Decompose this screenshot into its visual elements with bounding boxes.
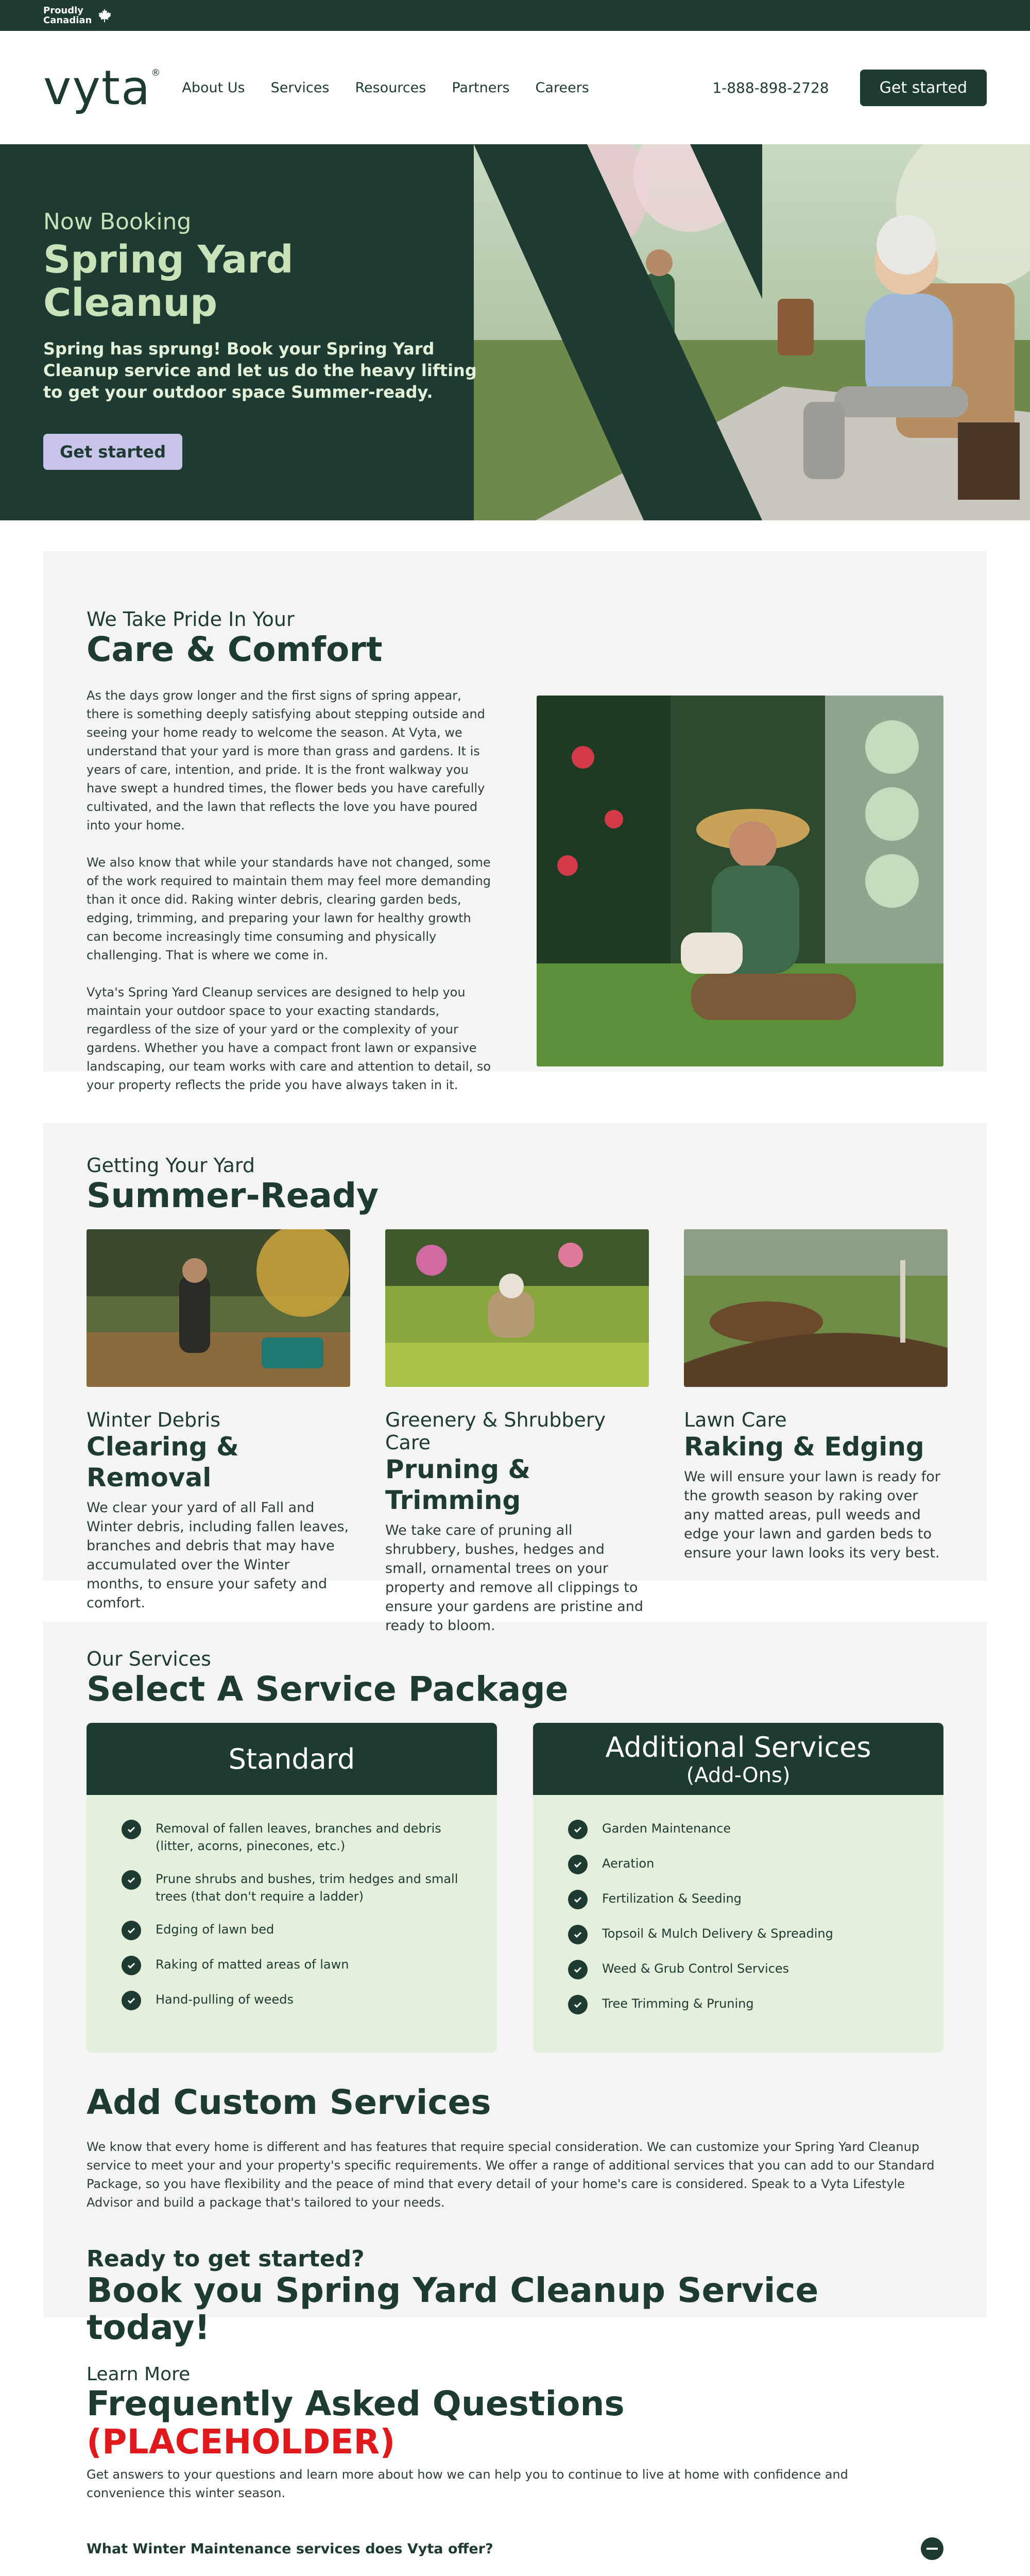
hero-subtitle: Spring has sprung! Book your Spring Yard Cleanup service and let us do the heavy lifting to get your outdoor space Summer-ready. <box>43 339 477 402</box>
hero-get-started-button[interactable]: Get started <box>43 434 182 470</box>
checkmark-icon <box>568 1995 588 2014</box>
faq-title: Frequently Asked Questions (PLACEHOLDER) <box>87 2384 625 2462</box>
package-item-label: Tree Trimming & Pruning <box>602 1996 754 2011</box>
card-title: Raking & Edging <box>684 1432 924 1462</box>
canada-line2: Canadian <box>43 15 92 26</box>
package-item <box>568 1995 908 2014</box>
faq-section <box>0 2317 1030 2576</box>
packages-kicker: Our Services <box>87 1648 211 1670</box>
nav-partners[interactable]: Partners <box>452 79 510 96</box>
service-card-pruning <box>385 1229 649 1635</box>
pride-title: Care & Comfort <box>87 630 383 669</box>
card-title: Pruning & Trimming <box>385 1454 531 1515</box>
hero-kicker: Now Booking <box>43 209 192 235</box>
standard-package-card <box>87 1723 497 2053</box>
package-item <box>568 1820 908 1839</box>
photo-woman-gardening <box>537 696 943 1066</box>
checkmark-icon <box>122 1991 141 2010</box>
package-item-label: Prune shrubs and bushes, trim hedges and small trees (that don't require a ladder) <box>156 1872 458 1904</box>
package-item-label: Hand-pulling of weeds <box>156 1992 294 2007</box>
service-card-clearing <box>87 1229 350 1635</box>
ready-kicker: Ready to get started? <box>87 2246 365 2272</box>
header-get-started-button[interactable]: Get started <box>860 70 987 106</box>
top-strip <box>0 0 1030 31</box>
vyta-logo[interactable]: vyta ® <box>43 60 162 115</box>
header-phone-link[interactable]: 1-888-898-2728 <box>712 79 829 96</box>
checkmark-icon <box>568 1855 588 1874</box>
faq-placeholder-label: (PLACEHOLDER) <box>87 2422 396 2462</box>
package-item <box>568 1925 908 1944</box>
package-item <box>122 1820 462 1855</box>
package-item-label: Garden Maintenance <box>602 1821 731 1836</box>
hero-photo-senior-in-garden <box>474 144 1030 520</box>
summer-title: Summer-Ready <box>87 1176 379 1215</box>
service-packages-section <box>43 1622 987 2347</box>
checkmark-icon <box>122 1820 141 1839</box>
standard-package-list <box>87 1795 497 2050</box>
package-item-label: Weed & Grub Control Services <box>602 1961 789 1976</box>
faq-question-toggle[interactable]: What Winter Maintenance services does Vyta offer? <box>87 2537 943 2560</box>
package-item-label: Topsoil & Mulch Delivery & Spreading <box>602 1926 833 1941</box>
proudly-canadian-badge <box>43 6 112 25</box>
photo-pruning-shrubs <box>385 1229 649 1387</box>
site-header <box>0 31 1030 144</box>
faq-kicker: Learn More <box>87 2364 191 2385</box>
pride-paragraph: We also know that while your standards have not changed, some of the work required to maintain them may feel more demanding than it once did. Raking winter debris, clearing garden beds, edging, trimming, and preparing your lawn for healthy growth can become increasingly time consuming and physically challenging. That is where we come in. <box>87 855 491 962</box>
packages-title: Select A Service Package <box>87 1669 569 1709</box>
package-item <box>122 1921 462 1940</box>
package-item <box>568 1855 908 1874</box>
photo-lawn-edging <box>684 1229 948 1387</box>
package-item-label: Edging of lawn bed <box>156 1922 274 1937</box>
additional-services-title: Additional Services (Add-Ons) <box>533 1723 943 1795</box>
package-item <box>122 1956 462 1975</box>
card-text: We clear your yard of all Fall and Winter debris, including fallen leaves, branches and debris that may have accumulated over the Winter months, to ensure your safety and comfort. <box>87 1500 349 1611</box>
summer-kicker: Getting Your Yard <box>87 1154 255 1177</box>
hero-banner <box>0 144 1030 520</box>
package-item <box>568 1890 908 1909</box>
additional-services-list <box>533 1795 943 2053</box>
canada-line1: Proudly <box>43 5 84 16</box>
ready-title: Book you Spring Yard Cleanup Service today! <box>87 2270 819 2347</box>
checkmark-icon <box>568 1960 588 1979</box>
package-item-label: Aeration <box>602 1856 655 1871</box>
checkmark-icon <box>122 1921 141 1940</box>
custom-services-text: We know that every home is different and has features that require special consideration. We can customize your Spring Yard Cleanup service to meet your and your property's specific requirements. We offer a range of additional services that you can add to our Standard Package, so you have flexibility and the peace of mind that every detail of your home's care is considered. Speak to a Vyta Lifestyle Advisor and build a package that's tailored to your needs. <box>87 2140 935 2210</box>
pride-kicker: We Take Pride In Your <box>87 608 295 631</box>
package-item <box>122 1991 462 2010</box>
checkmark-icon <box>568 1890 588 1909</box>
nav-resources[interactable]: Resources <box>355 79 426 96</box>
card-text: We will ensure your lawn is ready for the growth season by raking over any matted areas, pull weeds and edge your lawn and garden beds to ensure your lawn looks its very best. <box>684 1469 940 1561</box>
checkmark-icon <box>122 1956 141 1975</box>
collapse-minus-icon[interactable] <box>921 2537 943 2560</box>
card-text: We take care of pruning all shrubbery, bushes, hedges and small, ornamental trees on your property and remove all clippings to ensure your gardens are pristine and ready to bloom. <box>385 1522 643 1634</box>
hero-title: Spring Yard Cleanup <box>43 238 294 325</box>
standard-package-title: Standard <box>87 1723 497 1795</box>
nav-services[interactable]: Services <box>270 79 330 96</box>
maple-leaf-icon <box>97 8 112 23</box>
photo-leaf-blowing <box>87 1229 350 1387</box>
nav-about-us[interactable]: About Us <box>182 79 245 96</box>
card-title: Clearing & Removal <box>87 1432 239 1493</box>
checkmark-icon <box>568 1925 588 1944</box>
checkmark-icon <box>122 1870 141 1890</box>
package-item <box>568 1960 908 1979</box>
summer-ready-section <box>43 1123 987 1634</box>
package-item-label: Raking of matted areas of lawn <box>156 1957 349 1972</box>
main-nav <box>182 80 589 96</box>
faq-item-open <box>87 2520 943 2576</box>
package-item-label: Removal of fallen leaves, branches and debris (litter, acorns, pinecones, etc.) <box>156 1821 441 1853</box>
checkmark-icon <box>568 1820 588 1839</box>
card-kicker: Winter Debris <box>87 1409 221 1431</box>
package-item-label: Fertilization & Seeding <box>602 1891 742 1906</box>
additional-services-card <box>533 1723 943 2053</box>
custom-services-title: Add Custom Services <box>87 2082 491 2122</box>
pride-section <box>43 551 987 1092</box>
card-kicker: Lawn Care <box>684 1409 787 1431</box>
nav-careers[interactable]: Careers <box>535 79 589 96</box>
package-item <box>122 1870 462 1905</box>
card-kicker: Greenery & Shrubbery Care <box>385 1409 606 1454</box>
service-card-raking <box>684 1229 948 1635</box>
pride-paragraph: As the days grow longer and the first signs of spring appear, there is something deeply satisfying about stepping outside and seeing your home ready to welcome the season. At Vyta, we understand that your yard is more than grass and gardens. It is years of care, intention, and pride. It is the front walkway you have swept a hundred times, the flower beds you have carefully cultivated, and the lawn that reflects the love you have poured into your home. <box>87 688 485 833</box>
faq-intro: Get answers to your questions and learn more about how we can help you to continue to live at home with confidence and convenience this winter season. <box>87 2467 848 2500</box>
pride-paragraph: Vyta's Spring Yard Cleanup services are designed to help you maintain your outdoor space to your exacting standards, regardless of the size of your yard or the complexity of your gardens. Whether you have a compact front lawn or expansive landscaping, our team works with care and attention to detail, so your property reflects the pride you have always taken in it. <box>87 985 491 1092</box>
